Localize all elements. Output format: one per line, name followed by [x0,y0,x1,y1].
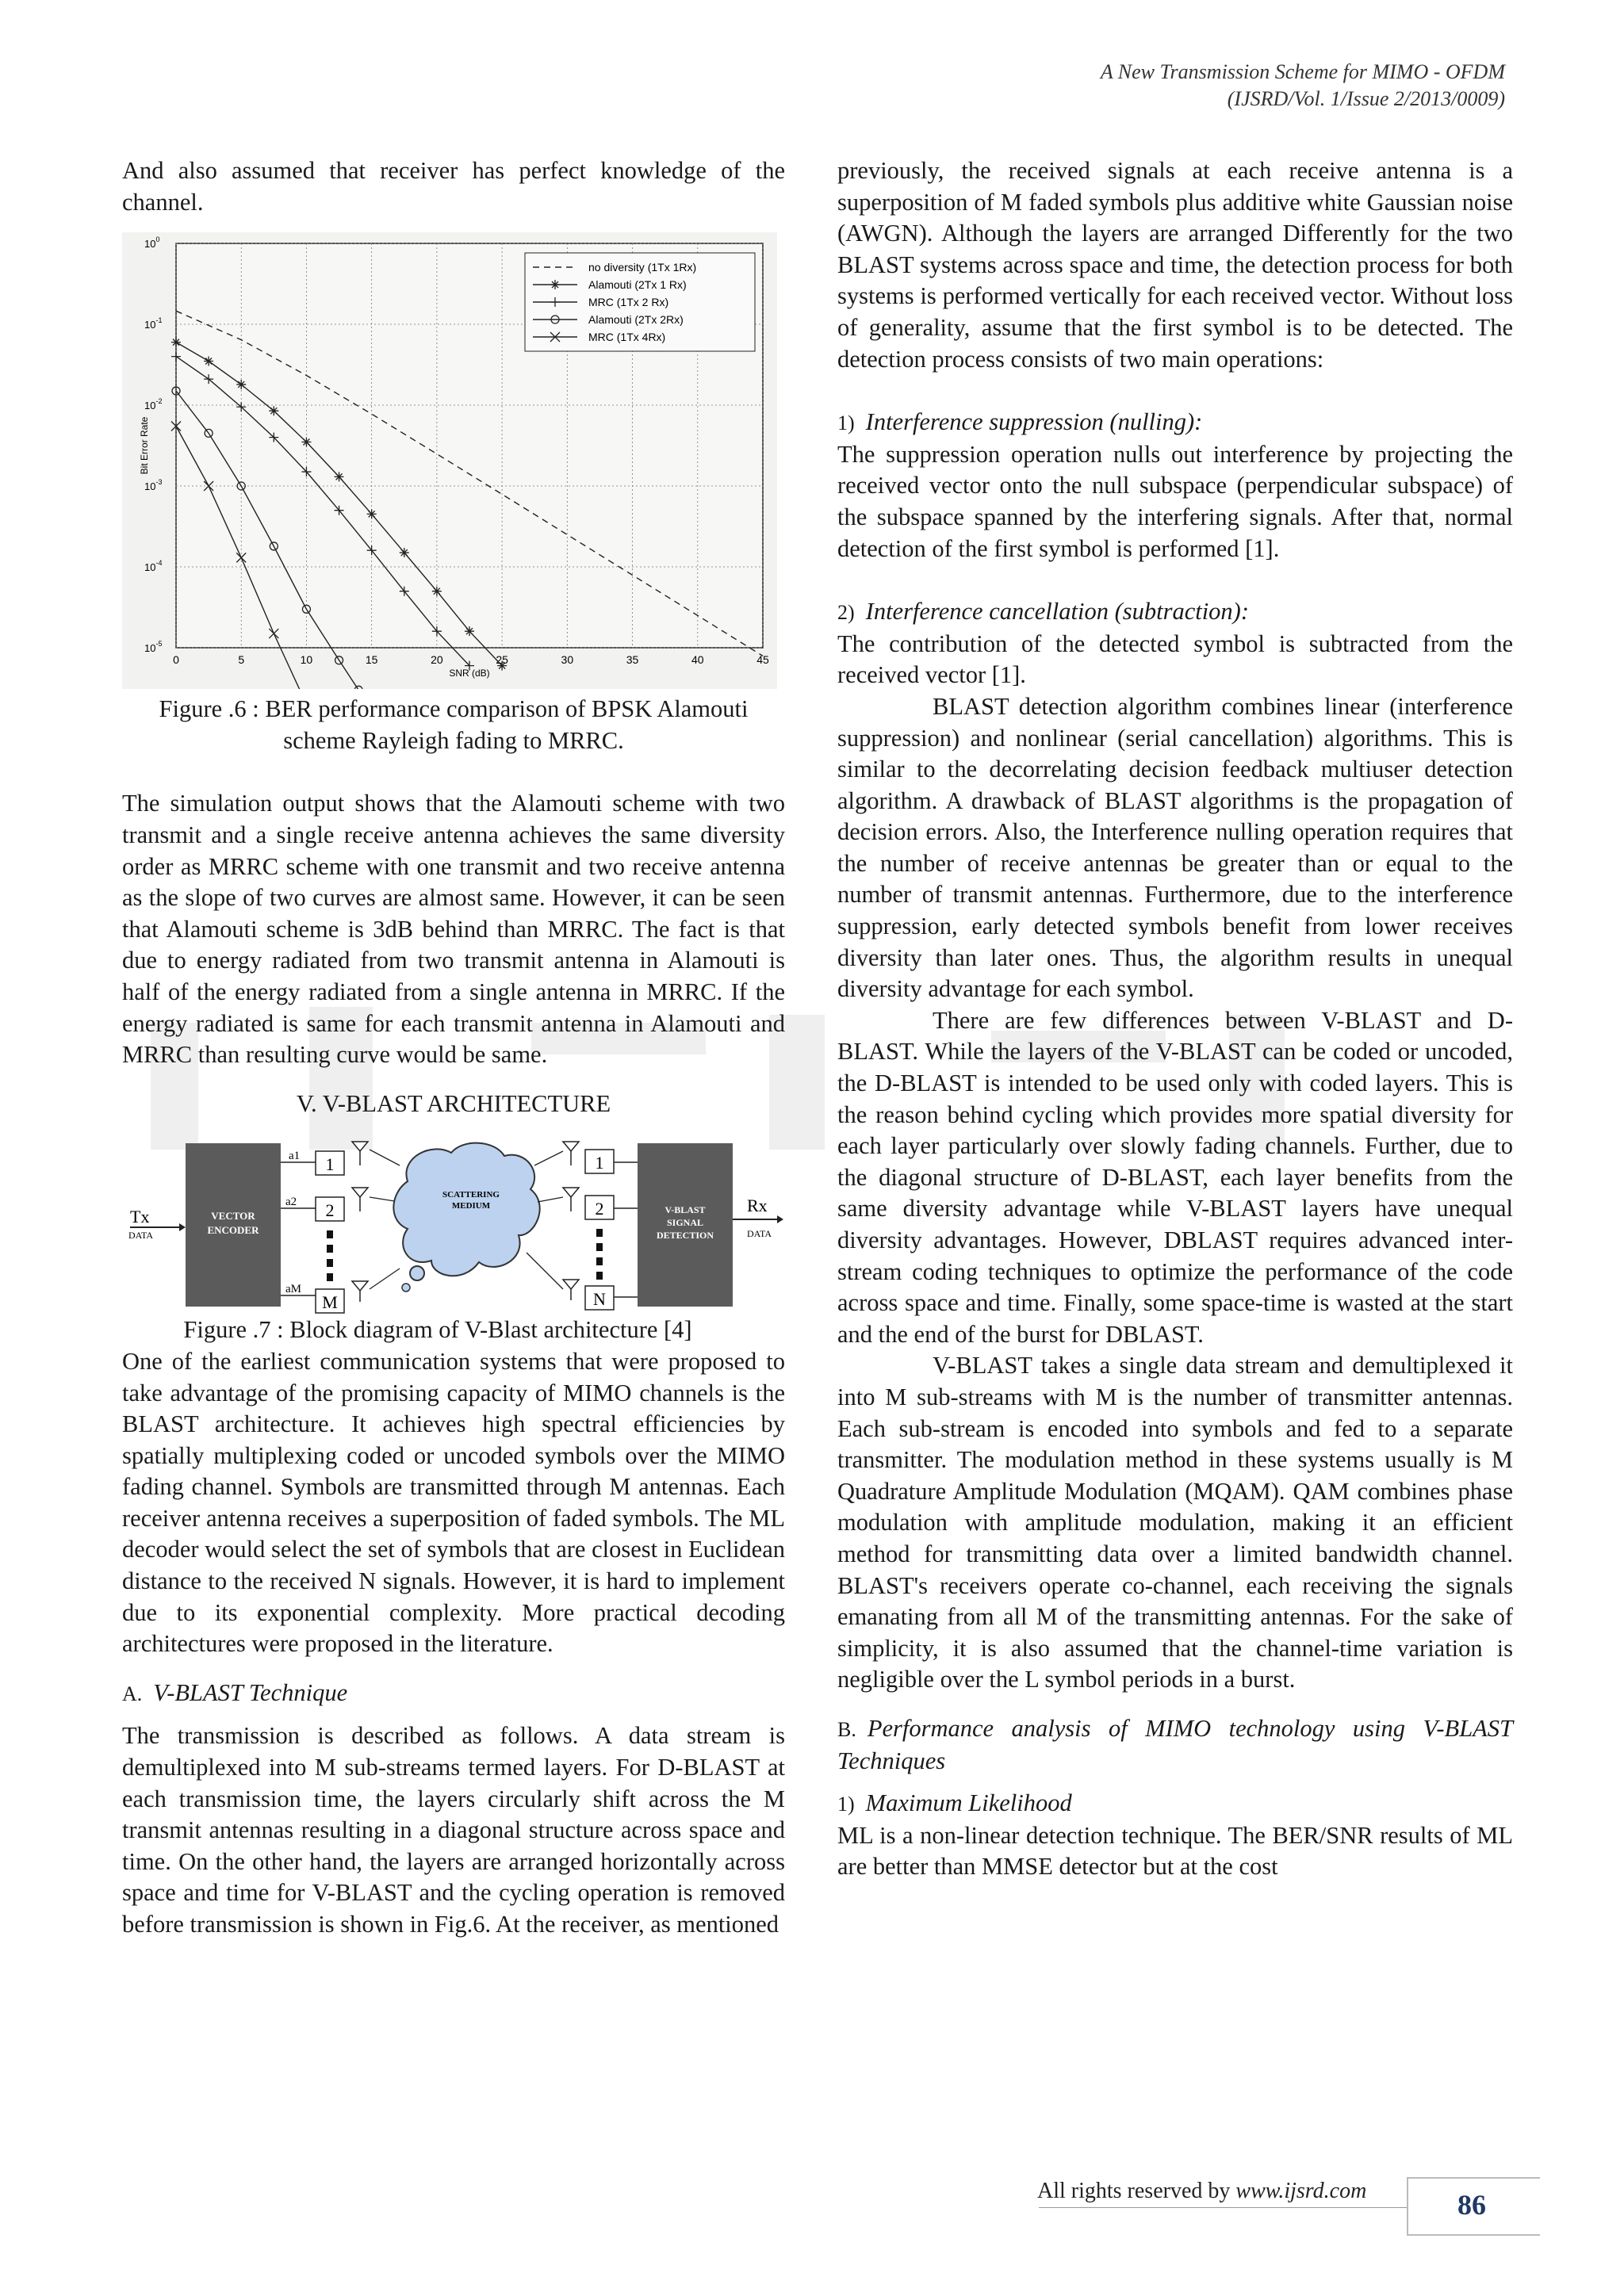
y-axis-label: Bit Error Rate [139,416,150,475]
running-header [1101,59,1505,113]
tx-ray-3 [370,1269,400,1289]
footer-site-link[interactable]: www.ijsrd.com [1235,2179,1367,2203]
y-tick-exponent: -2 [155,397,163,406]
tx-antenna-icon-1 [352,1142,368,1151]
cloud-label-1: SCATTERING [442,1190,500,1200]
tx-dot-3 [327,1259,333,1267]
paragraph-algorithm: BLAST detection algorithm combines linear (interference suppression) and nonlinear (serial cancellation) algorithms. This is similar to the decorrelating decision feedback multiuser detection algorithm. A drawback of BLAST algorithms is the propagation of decision errors. Also, the Interference nulling operation requires that the number of receive antennas be greater than or equal to the number of transmit antennas. Furthermore, due to the interference suppression, early detected symbols benefit from lower receives diversity than later ones. Thus, the algorithm results in unequal diversity advantage for each symbol. [837,692,1513,1003]
tx-data-label: DATA [128,1230,154,1242]
x-tick-label: 40 [691,653,704,667]
y-tick-label [144,640,162,654]
cloud-bubble-large [410,1266,424,1280]
tx-signal-arrows [370,1150,400,1289]
figure-6-caption: Figure .6 : BER performance comparison of BPSK Alamouti scheme Rayleigh fading to MRRC. [159,695,749,754]
tx-dot-2 [327,1245,333,1253]
x-axis-label: SNR (dB) [449,668,490,679]
subsection-b-title: Performance analysis of MIMO technology using V-BLAST Techniques [837,1714,1513,1774]
y-tick-exponent: -3 [155,478,163,487]
rx-dot-1 [596,1229,603,1237]
subsection-1-heading [837,407,1513,439]
cloud-label-2: MEDIUM [451,1201,491,1211]
paragraph-suppression: The suppression operation nulls out interference by projecting the received vector onto the null subspace (perpendicular subspace) of the subspace spanned by the interfering signals. After that, normal detection of the first symbol is performed [1]. [837,440,1513,562]
subsection-b1-number: 1) [837,1793,855,1816]
legend-entry: MRC (1Tx 2 Rx) [588,296,669,309]
y-tick-base: 10 [144,480,156,493]
left-column [122,155,785,1941]
legend-entry: Alamouti (2Tx 2Rx) [588,313,684,327]
subsection-2-heading [837,596,1513,629]
subsection-b-heading [837,1713,1513,1777]
y-tick-exponent: -5 [155,640,163,649]
x-tick-label: 35 [626,653,639,667]
encoder-label-1: VECTOR [211,1210,255,1223]
y-tick-label [144,397,162,411]
paragraph-continued: previously, the received signals at each receive antenna is a superposition of M faded symbols plus additive white Gaussian noise (AWGN). Although the layers are arranged Differently for the two BLAST systems across space and time, the detection process for both systems is performed vertically for each received vector. Without loss of generality, assume that the first symbol is to be detected. The detection process consists of two main operations: [837,157,1513,373]
detector-label-3: DETECTION [656,1230,714,1242]
y-tick-label [144,316,162,331]
ber-chart [122,232,777,689]
rx-arrow-head [777,1215,783,1223]
footer-rule [1039,2207,1408,2208]
legend-entry: no diversity (1Tx 1Rx) [588,261,697,274]
subsection-a-number: A. [122,1682,143,1705]
rx-dot-4 [596,1272,603,1280]
paragraph-cancellation: The contribution of the detected symbol is subtracted from the received vector [1]. [837,629,1513,689]
subsection-2-title: Interference cancellation (subtraction): [865,598,1249,626]
paragraph-vblast: V-BLAST takes a single data stream and demultiplexed it into M sub-streams with M is the number of transmitter antennas. Each sub-stream is encoded into symbols and fed to a separate transmitter. The modulation method in these systems usually is M Quadrature Amplitude Modulation (MQAM). QAM combines phase modulation with amplitude modulation, making it an efficient method for transmitting data over a limited bandwidth channel. BLAST's receivers operate co-channel, each receiving the signals emanating from all M of the transmitting antennas. For the sake of simplicity, it is also assumed that the channel-time variation is negligible over the L symbol periods in a burst. [837,1352,1513,1693]
tx-label: Tx [130,1207,150,1227]
vblast-block-diagram [122,1134,785,1314]
x-tick-label: 10 [300,653,313,667]
subsection-a-title: V-BLAST Technique [153,1678,348,1706]
y-tick-label [144,235,159,250]
rx-antenna-icon-n [563,1280,579,1289]
footer-rights [1037,2179,1366,2204]
y-tick-label [144,559,162,573]
rx-ray-1 [534,1151,563,1165]
rx-antenna-1-label: 1 [595,1153,604,1173]
figure-7-caption: Figure .7 : Block diagram of V-Blast architecture [4] [183,1316,692,1344]
x-tick-label: 25 [496,653,508,667]
header-issue: (IJSRD/Vol. 1/Issue 2/2013/0009) [1227,87,1505,110]
subsection-b1-title: Maximum Likelihood [865,1789,1072,1817]
rx-antenna-icon-1 [563,1142,579,1151]
rx-antenna-2-label: 2 [595,1199,604,1219]
subsection-b1-heading [837,1788,1513,1820]
y-tick-exponent: -1 [155,316,163,325]
rx-data-label: DATA [747,1228,772,1240]
subsection-b-number: B. [837,1717,856,1741]
tx-ray-1 [370,1150,400,1165]
paragraph-simulation: The simulation output shows that the Alamouti scheme with two transmit and a single receive antenna achieves the same diversity order as MRRC scheme with one transmit and two receive antenna as the slope of two curves are almost same. However, it can be seen that Alamouti scheme is 3dB behind than MRRC. The fact is that due to energy radiated from two transmit antenna in Alamouti is half of the energy radiated from a single antenna in MRRC. If the energy radiated is same for each transmit antenna in Alamouti and MRRC than resulting curve would be same. [122,790,785,1069]
tx-arrow-head [179,1223,186,1231]
rx-dot-3 [596,1257,603,1265]
paragraph-transmission: The transmission is described as follows. A data stream is demultiplexed into M sub-streams termed layers. For D-BLAST at each transmission time, the layers circularly shift across the M transmit antennas resulting in a diagonal structure across space and time. On the other hand, the layers are arranged horizontally across space and time for V-BLAST and the cycling operation is removed before transmission is shown in Fig.6. At the receiver, as mentioned [122,1722,785,1938]
a1-label: a1 [289,1150,301,1163]
cloud-bubble-small [402,1284,410,1292]
subsection-a-heading [122,1678,785,1710]
y-tick-base: 10 [144,238,156,251]
y-tick-base: 10 [144,319,156,331]
legend-entry: Alamouti (2Tx 1 Rx) [588,278,687,292]
encoder-label-2: ENCODER [207,1224,259,1237]
legend-entry: MRC (1Tx 4Rx) [588,331,666,344]
y-tick-base: 10 [144,642,156,655]
tx-antenna-2-label: 2 [325,1200,335,1221]
subsection-1-title: Interference suppression (nulling): [865,408,1203,436]
rx-ray-3 [527,1253,563,1289]
footer-rights-text: All rights reserved by [1037,2179,1231,2203]
detector-label-2: SIGNAL [666,1217,704,1229]
page-number: 86 [1457,2189,1486,2221]
tx-antenna-icon-m [352,1281,368,1291]
tx-dot-1 [327,1230,333,1238]
x-tick-label: 30 [561,653,574,667]
x-tick-label: 45 [756,653,769,667]
tx-dot-4 [327,1273,333,1281]
paragraph-ml: ML is a non-linear detection technique. The BER/SNR results of ML are better than MMSE detector but at the cost [837,1821,1513,1881]
x-tick-label: 20 [431,653,443,667]
rx-antenna-icon-2 [563,1188,579,1197]
rx-dot-2 [596,1243,603,1251]
paragraph-differences: There are few differences between V-BLAST and D-BLAST. While the layers of the V-BLAST can be coded or uncoded, the D-BLAST is intended to be used only with coded layers. This is the reason behind cycling which provides more spatial diversity for each layer particularly over slowly fading channels. Further, due to the diagonal structure of D-BLAST, each layer benefits from the same diversity advantage while V-BLAST layers have unequal diversity advantages. However, DBLAST requires advanced inter-stream coding techniques to optimize the performance of the code across space and time. Finally, some space-time is wasted at the start and the end of the burst for DBLAST. [837,1006,1513,1348]
subsection-2-number: 2) [837,601,855,625]
a2-label: a2 [285,1196,297,1209]
section-heading-v-blast: V. V-BLAST ARCHITECTURE [296,1089,611,1117]
right-column [837,155,1513,1883]
rx-antenna-icons [563,1142,579,1300]
y-tick-exponent: -4 [155,559,163,568]
rx-ray-2 [538,1197,563,1202]
detector-label-1: V-BLAST [665,1204,706,1216]
y-tick-base: 10 [144,561,156,574]
x-tick-label: 0 [173,653,179,667]
paragraph-blast: One of the earliest communication systems that were proposed to take advantage of the promising capacity of MIMO channels is the BLAST architecture. It achieves high spectral efficiencies by spatially multiplexing coded or uncoded symbols over the MIMO fading channel. Symbols are transmitted through M antennas. Each receiver antenna receives a superposition of faded symbols. The ML decoder would select the set of symbols that are closest in Euclidean distance to the received N signals. However, it is hard to implement due to its exponential complexity. More practical decoding architectures were proposed in the literature. [122,1347,785,1658]
am-label: aM [285,1283,301,1296]
y-tick-label [144,478,162,492]
x-tick-label: 15 [365,653,378,667]
tx-antenna-m-label: M [322,1292,338,1313]
tx-antenna-1-label: 1 [325,1154,335,1175]
rx-antenna-n-label: N [593,1289,606,1310]
y-tick-base: 10 [144,400,156,412]
x-tick-label: 5 [238,653,245,667]
subsection-1-number: 1) [837,411,855,435]
rx-label: Rx [747,1196,768,1216]
tx-antenna-icons [352,1142,368,1302]
paragraph-intro: And also assumed that receiver has perfect knowledge of the channel. [122,157,785,216]
tx-antenna-icon-2 [352,1188,368,1197]
y-tick-exponent: 0 [155,235,160,244]
header-title: A New Transmission Scheme for MIMO - OFDM [1100,60,1505,83]
